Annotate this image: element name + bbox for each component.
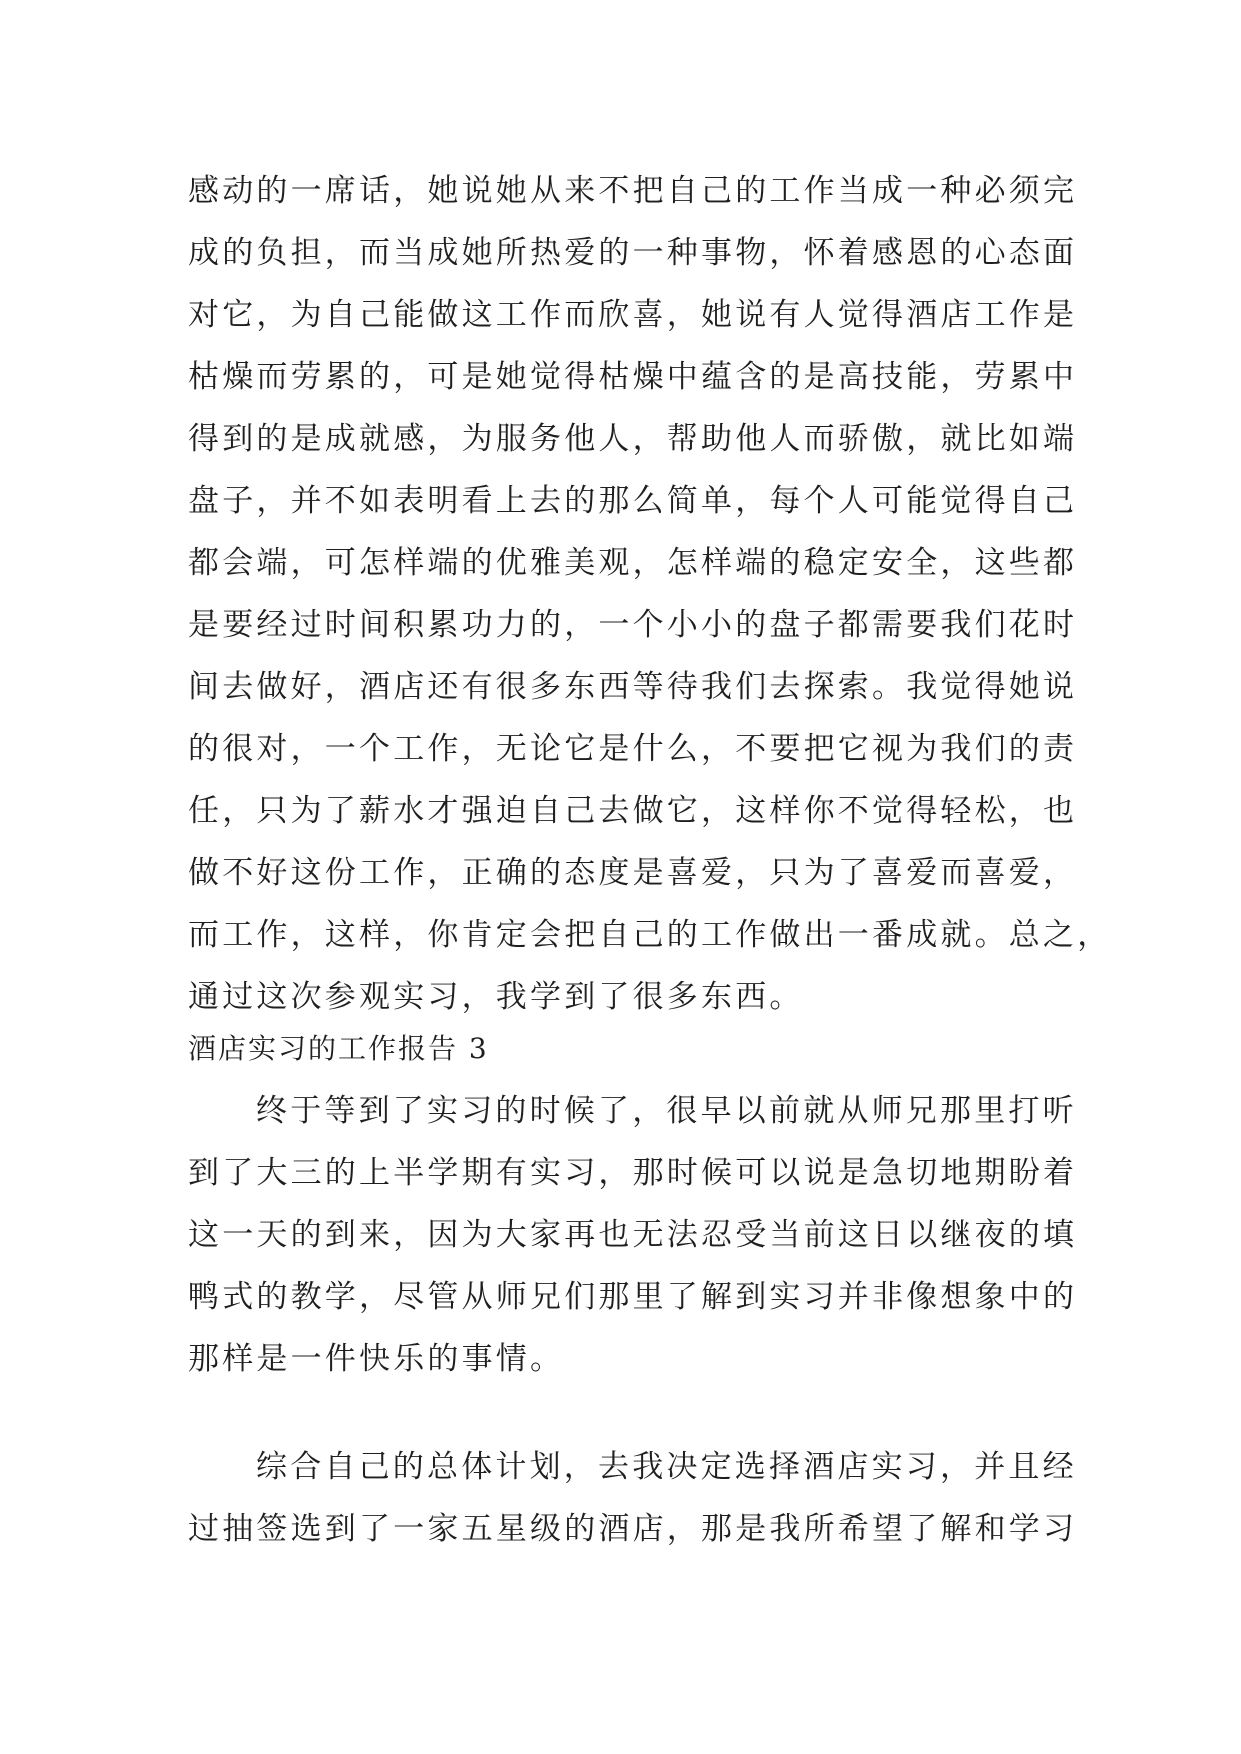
text-line: 任，只为了薪水才强迫自己去做它，这样你不觉得轻松，也 bbox=[188, 793, 1078, 829]
text-line: 是要经过时间积累功力的，一个小小的盘子都需要我们花时 bbox=[188, 607, 1078, 643]
text-line: 通过这次参观实习，我学到了很多东西。 bbox=[188, 979, 804, 1015]
text-line: 终于等到了实习的时候了，很早以前就从师兄那里打听 bbox=[256, 1093, 1077, 1129]
paragraph-plan bbox=[188, 1436, 1078, 1560]
text-line: 盘子，并不如表明看上去的那么简单，每个人可能觉得自己 bbox=[188, 483, 1078, 519]
text-line: 得到的是成就感，为服务他人，帮助他人而骄傲，就比如端 bbox=[188, 421, 1078, 457]
text-line: 成的负担，而当成她所热爱的一种事物，怀着感恩的心态面 bbox=[188, 235, 1078, 271]
section-heading: 酒店实习的工作报告 3 bbox=[188, 1032, 489, 1065]
text-line: 枯燥而劳累的，可是她觉得枯燥中蕴含的是高技能，劳累中 bbox=[188, 359, 1078, 395]
text-line: 的很对，一个工作，无论它是什么，不要把它视为我们的责 bbox=[188, 731, 1078, 767]
text-line: 这一天的到来，因为大家再也无法忍受当前这日以继夜的填 bbox=[188, 1217, 1078, 1253]
text-line: 都会端，可怎样端的优雅美观，怎样端的稳定安全，这些都 bbox=[188, 545, 1078, 581]
text-line: 到了大三的上半学期有实习，那时候可以说是急切地期盼着 bbox=[188, 1155, 1078, 1191]
text-line: 综合自己的总体计划，去我决定选择酒店实习，并且经 bbox=[256, 1449, 1077, 1485]
paragraph-intro bbox=[188, 1080, 1078, 1390]
text-line: 对它，为自己能做这工作而欣喜，她说有人觉得酒店工作是 bbox=[188, 297, 1078, 333]
text-line: 做不好这份工作，正确的态度是喜爱，只为了喜爱而喜爱， bbox=[188, 855, 1078, 891]
text-line: 感动的一席话，她说她从来不把自己的工作当成一种必须完 bbox=[188, 173, 1078, 209]
text-line: 过抽签选到了一家五星级的酒店，那是我所希望了解和学习 bbox=[188, 1511, 1078, 1547]
text-line: 而工作，这样，你肯定会把自己的工作做出一番成就。总之， bbox=[188, 917, 1112, 953]
text-line: 间去做好，酒店还有很多东西等待我们去探索。我觉得她说 bbox=[188, 669, 1078, 705]
paragraph-reflection bbox=[188, 160, 1112, 1028]
text-line: 鸭式的教学，尽管从师兄们那里了解到实习并非像想象中的 bbox=[188, 1279, 1078, 1315]
text-line: 那样是一件快乐的事情。 bbox=[188, 1341, 565, 1377]
